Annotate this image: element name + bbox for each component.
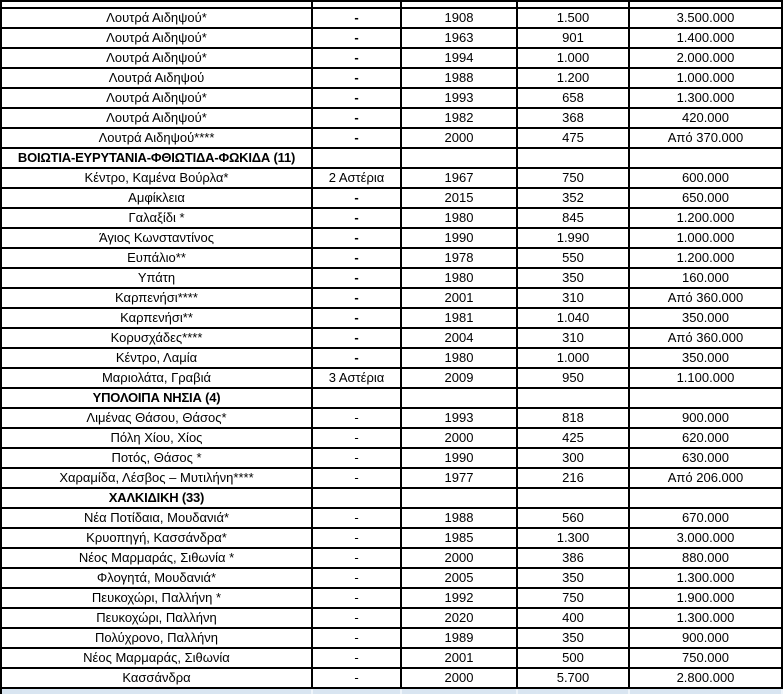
stars-cell: -	[313, 669, 402, 687]
capacity-cell: 310	[518, 289, 630, 307]
year-cell: 2005	[402, 569, 518, 587]
year-cell: 2001	[402, 649, 518, 667]
table-cell	[630, 2, 783, 7]
year-cell: 1980	[402, 349, 518, 367]
capacity-cell: 818	[518, 409, 630, 427]
place-name-cell: Κέντρο, Καμένα Βούρλα*	[2, 169, 313, 187]
table-cell	[630, 689, 783, 694]
table-row	[2, 629, 783, 649]
year-cell: 1985	[402, 529, 518, 547]
table-row	[2, 409, 783, 429]
year-cell: 1993	[402, 409, 518, 427]
place-name-cell: Καρπενήσι****	[2, 289, 313, 307]
stars-cell: -	[313, 509, 402, 527]
price-cell: 1.900.000	[630, 589, 783, 607]
place-name-cell: Φλογητά, Μουδανιά*	[2, 569, 313, 587]
price-cell: Από 360.000	[630, 329, 783, 347]
year-cell: 1994	[402, 49, 518, 67]
year-cell: 1990	[402, 449, 518, 467]
section-header-row	[2, 149, 783, 169]
table-cell	[313, 689, 402, 694]
place-name-cell: Καρπενήσι**	[2, 309, 313, 327]
year-cell: 1988	[402, 69, 518, 87]
table-row	[2, 429, 783, 449]
table-row	[2, 169, 783, 189]
table-row	[2, 369, 783, 389]
price-cell	[630, 149, 783, 167]
place-name-cell: Γαλαξίδι *	[2, 209, 313, 227]
table-cell	[313, 2, 402, 7]
year-cell: 2000	[402, 429, 518, 447]
capacity-cell: 425	[518, 429, 630, 447]
price-cell: 1.000.000	[630, 69, 783, 87]
place-name-cell: Κορυσχάδες****	[2, 329, 313, 347]
capacity-cell: 845	[518, 209, 630, 227]
price-cell: 750.000	[630, 649, 783, 667]
stars-cell: 2 Αστέρια	[313, 169, 402, 187]
year-cell: 1992	[402, 589, 518, 607]
place-name-cell: Πολύχρονο, Παλλήνη	[2, 629, 313, 647]
price-cell: Από 206.000	[630, 469, 783, 487]
capacity-cell: 1.500	[518, 9, 630, 27]
price-cell: 630.000	[630, 449, 783, 467]
stars-cell: -	[313, 349, 402, 367]
capacity-cell: 386	[518, 549, 630, 567]
price-cell: 600.000	[630, 169, 783, 187]
stars-cell: -	[313, 569, 402, 587]
stars-cell: -	[313, 329, 402, 347]
table-cell	[402, 2, 518, 7]
price-cell: 350.000	[630, 309, 783, 327]
year-cell: 1977	[402, 469, 518, 487]
place-name-cell: Λουτρά Αιδηψού*	[2, 109, 313, 127]
year-cell: 1989	[402, 629, 518, 647]
year-cell: 1980	[402, 209, 518, 227]
place-name-cell: Λουτρά Αιδηψού*	[2, 9, 313, 27]
capacity-cell: 350	[518, 569, 630, 587]
stars-cell: -	[313, 249, 402, 267]
place-name-cell: Κασσάνδρα	[2, 669, 313, 687]
place-name-cell: Νέος Μαρμαράς, Σιθωνία *	[2, 549, 313, 567]
table-row	[2, 649, 783, 669]
capacity-cell	[518, 489, 630, 507]
year-cell	[402, 389, 518, 407]
table-row	[2, 229, 783, 249]
year-cell: 1982	[402, 109, 518, 127]
price-cell: 2.000.000	[630, 49, 783, 67]
table-row	[2, 449, 783, 469]
stars-cell: -	[313, 529, 402, 547]
place-name-cell: Πευκοχώρι, Παλλήνη *	[2, 589, 313, 607]
year-cell: 2004	[402, 329, 518, 347]
table-body	[2, 9, 783, 689]
place-name-cell: Λουτρά Αιδηψού*	[2, 49, 313, 67]
place-name-cell: Λουτρά Αιδηψού*	[2, 29, 313, 47]
price-cell: 900.000	[630, 629, 783, 647]
place-name-cell: Χαραμίδα, Λέσβος – Μυτιλήνη****	[2, 469, 313, 487]
stars-cell: -	[313, 129, 402, 147]
table-row	[2, 529, 783, 549]
year-cell: 2000	[402, 669, 518, 687]
stars-cell: -	[313, 89, 402, 107]
capacity-cell: 500	[518, 649, 630, 667]
price-cell: 2.800.000	[630, 669, 783, 687]
price-cell: Από 370.000	[630, 129, 783, 147]
place-name-cell: Νέος Μαρμαράς, Σιθωνία	[2, 649, 313, 667]
stars-cell: -	[313, 269, 402, 287]
price-cell: 1.300.000	[630, 569, 783, 587]
place-name-cell: Λουτρά Αιδηψού*	[2, 89, 313, 107]
price-cell: 1.300.000	[630, 89, 783, 107]
section-header-row	[2, 489, 783, 509]
year-cell: 1981	[402, 309, 518, 327]
price-cell: Από 360.000	[630, 289, 783, 307]
year-cell: 1988	[402, 509, 518, 527]
capacity-cell: 1.000	[518, 49, 630, 67]
year-cell: 1978	[402, 249, 518, 267]
stars-cell: -	[313, 589, 402, 607]
capacity-cell: 368	[518, 109, 630, 127]
price-cell: 880.000	[630, 549, 783, 567]
table-row	[2, 669, 783, 689]
capacity-cell	[518, 389, 630, 407]
table-row	[2, 329, 783, 349]
stars-cell: -	[313, 189, 402, 207]
table-row	[2, 609, 783, 629]
capacity-cell: 750	[518, 589, 630, 607]
stars-cell: -	[313, 429, 402, 447]
capacity-cell: 1.990	[518, 229, 630, 247]
place-name-cell: Λουτρά Αιδηψού	[2, 69, 313, 87]
stars-cell: -	[313, 49, 402, 67]
table-cell	[518, 2, 630, 7]
table-cell	[2, 689, 313, 694]
stars-cell: -	[313, 469, 402, 487]
table-row	[2, 569, 783, 589]
price-cell: 1.100.000	[630, 369, 783, 387]
table-row	[2, 309, 783, 329]
capacity-cell: 216	[518, 469, 630, 487]
place-name-cell: Λουτρά Αιδηψού****	[2, 129, 313, 147]
year-cell: 2000	[402, 549, 518, 567]
capacity-cell	[518, 149, 630, 167]
place-name-cell: Ποτός, Θάσος *	[2, 449, 313, 467]
table-row	[2, 589, 783, 609]
partial-row-top	[2, 0, 783, 9]
table-row	[2, 269, 783, 289]
table-row	[2, 29, 783, 49]
place-name-cell: Αμφίκλεια	[2, 189, 313, 207]
year-cell: 2001	[402, 289, 518, 307]
capacity-cell: 950	[518, 369, 630, 387]
table-row	[2, 289, 783, 309]
place-name-cell: Πευκοχώρι, Παλλήνη	[2, 609, 313, 627]
table-row	[2, 49, 783, 69]
stars-cell: -	[313, 29, 402, 47]
table-row	[2, 209, 783, 229]
capacity-cell: 1.300	[518, 529, 630, 547]
capacity-cell: 1.040	[518, 309, 630, 327]
price-cell: 670.000	[630, 509, 783, 527]
capacity-cell: 658	[518, 89, 630, 107]
stars-cell: 3 Αστέρια	[313, 369, 402, 387]
price-cell: 1.200.000	[630, 209, 783, 227]
capacity-cell: 310	[518, 329, 630, 347]
stars-cell: -	[313, 549, 402, 567]
year-cell: 1990	[402, 229, 518, 247]
place-name-cell: Πόλη Χίου, Χίος	[2, 429, 313, 447]
table-row	[2, 109, 783, 129]
year-cell: 1963	[402, 29, 518, 47]
stars-cell: -	[313, 209, 402, 227]
price-cell: 1.300.000	[630, 609, 783, 627]
place-name-cell: Υπάτη	[2, 269, 313, 287]
price-cell: 650.000	[630, 189, 783, 207]
section-header-row	[2, 389, 783, 409]
price-cell	[630, 489, 783, 507]
place-name-cell: Ευπάλιο**	[2, 249, 313, 267]
stars-cell: -	[313, 649, 402, 667]
stars-cell: -	[313, 449, 402, 467]
table-cell	[2, 2, 313, 7]
capacity-cell: 1.000	[518, 349, 630, 367]
price-cell: 420.000	[630, 109, 783, 127]
price-cell: 350.000	[630, 349, 783, 367]
table-row	[2, 129, 783, 149]
price-cell: 620.000	[630, 429, 783, 447]
table-cell	[518, 689, 630, 694]
year-cell	[402, 149, 518, 167]
capacity-cell: 475	[518, 129, 630, 147]
place-name-cell: ΧΑΛΚΙΔΙΚΗ (33)	[2, 489, 313, 507]
capacity-cell: 901	[518, 29, 630, 47]
table-row	[2, 469, 783, 489]
year-cell: 1980	[402, 269, 518, 287]
place-name-cell: Άγιος Κωνσταντίνος	[2, 229, 313, 247]
table-row	[2, 189, 783, 209]
place-name-cell: Μαριολάτα, Γραβιά	[2, 369, 313, 387]
year-cell: 2015	[402, 189, 518, 207]
place-name-cell: Κέντρο, Λαμία	[2, 349, 313, 367]
table-row	[2, 89, 783, 109]
table-row	[2, 249, 783, 269]
stars-cell	[313, 389, 402, 407]
capacity-cell: 352	[518, 189, 630, 207]
table-row	[2, 509, 783, 529]
stars-cell: -	[313, 609, 402, 627]
capacity-cell: 350	[518, 269, 630, 287]
place-name-cell: Νέα Ποτίδαια, Μουδανιά*	[2, 509, 313, 527]
year-cell: 1908	[402, 9, 518, 27]
capacity-cell: 560	[518, 509, 630, 527]
place-name-cell: Κρυοπηγή, Κασσάνδρα*	[2, 529, 313, 547]
price-cell: 1.400.000	[630, 29, 783, 47]
stars-cell: -	[313, 9, 402, 27]
place-name-cell: Λιμένας Θάσου, Θάσος*	[2, 409, 313, 427]
table-row	[2, 549, 783, 569]
capacity-cell: 5.700	[518, 669, 630, 687]
stars-cell: -	[313, 289, 402, 307]
year-cell: 1993	[402, 89, 518, 107]
year-cell: 2000	[402, 129, 518, 147]
stars-cell: -	[313, 629, 402, 647]
place-name-cell: ΒΟΙΩΤΙΑ-ΕΥΡΥΤΑΝΙΑ-ΦΘΙΩΤΙΔΑ-ΦΩΚΙΔΑ (11)	[2, 149, 313, 167]
price-cell: 1.000.000	[630, 229, 783, 247]
table-row	[2, 349, 783, 369]
selected-row-partial	[2, 689, 783, 694]
stars-cell	[313, 489, 402, 507]
year-cell: 2009	[402, 369, 518, 387]
capacity-cell: 750	[518, 169, 630, 187]
capacity-cell: 300	[518, 449, 630, 467]
stars-cell: -	[313, 69, 402, 87]
stars-cell: -	[313, 109, 402, 127]
stars-cell: -	[313, 309, 402, 327]
capacity-cell: 350	[518, 629, 630, 647]
year-cell: 2020	[402, 609, 518, 627]
table-row	[2, 9, 783, 29]
place-name-cell: ΥΠΟΛΟΙΠΑ ΝΗΣΙΑ (4)	[2, 389, 313, 407]
stars-cell: -	[313, 229, 402, 247]
year-cell: 1967	[402, 169, 518, 187]
stars-cell	[313, 149, 402, 167]
price-cell: 3.500.000	[630, 9, 783, 27]
price-cell: 1.200.000	[630, 249, 783, 267]
stars-cell: -	[313, 409, 402, 427]
price-cell: 3.000.000	[630, 529, 783, 547]
price-cell	[630, 389, 783, 407]
table-cell	[402, 689, 518, 694]
price-cell: 900.000	[630, 409, 783, 427]
capacity-cell: 1.200	[518, 69, 630, 87]
capacity-cell: 550	[518, 249, 630, 267]
table-row	[2, 69, 783, 89]
capacity-cell: 400	[518, 609, 630, 627]
price-cell: 160.000	[630, 269, 783, 287]
year-cell	[402, 489, 518, 507]
